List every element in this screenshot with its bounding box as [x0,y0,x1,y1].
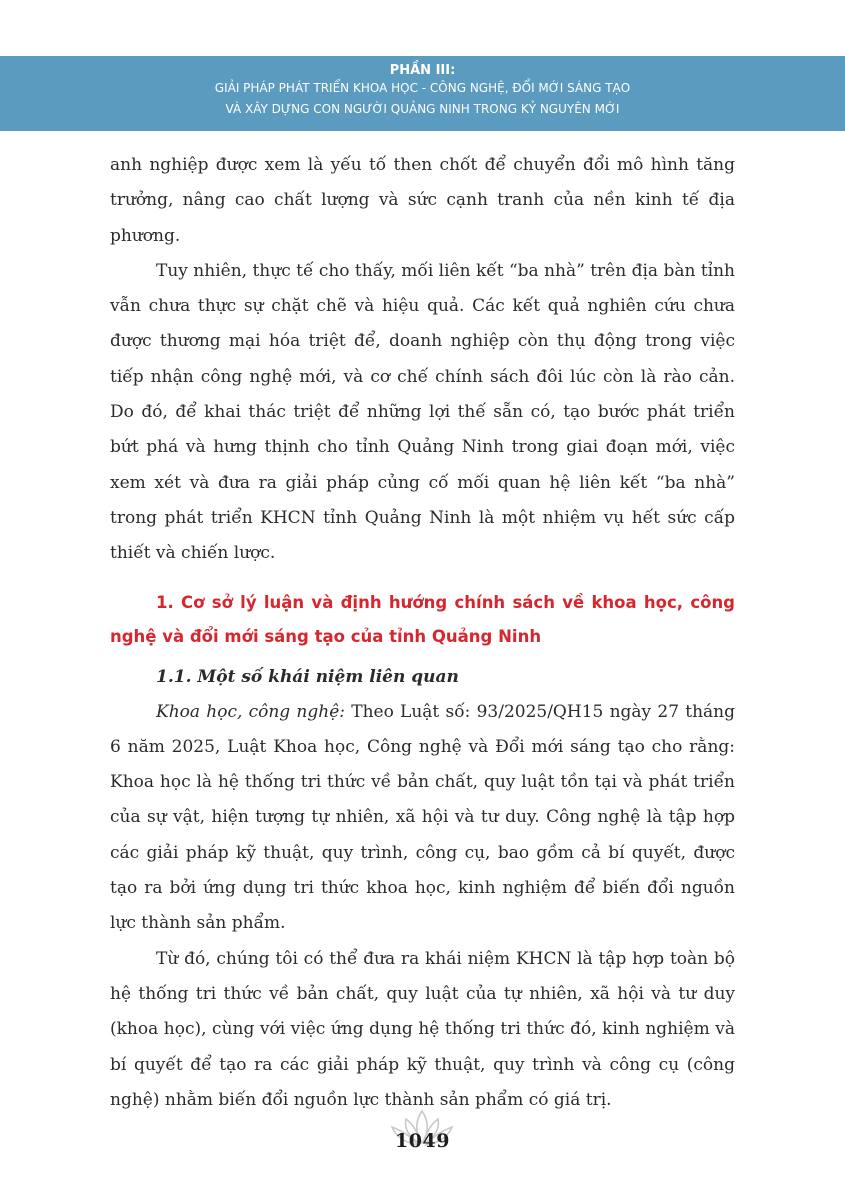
section-heading: 1. Cơ sở lý luận và định hướng chính sách về khoa học, công nghệ và đổi mới sáng tạo của tỉnh Quảng Ninh [110,592,735,646]
page-footer [0,1105,845,1165]
subsection-heading: 1.1. Một số khái niệm liên quan [156,666,459,687]
definition-term: Khoa học, công nghệ: [156,701,345,722]
part-subtitle-line-2: VÀ XÂY DỰNG CON NGƯỜI QUẢNG NINH TRONG KỶ NGUYÊN MỚI [225,102,620,116]
paragraph-three-house-linkage: Tuy nhiên, thực tế cho thấy, mối liên kết “ba nhà” trên địa bàn tỉnh vẫn chưa thực sự chặt chẽ và hiệu quả. Các kết quả nghiên cứu chưa được thương mại hóa triệt để, doanh nghiệp còn thụ động trong việc tiếp nhận công nghệ mới, và cơ chế chính sách đôi lúc còn là rào cản. Do đó, để khai thác triệt để những lợi thế sẵn có, tạo bước phát triển bứt phá và hưng thịnh cho tỉnh Quảng Ninh trong giai đoạn mới, việc xem xét và đưa ra giải pháp củng cố mối quan hệ liên kết “ba nhà” trong phát triển KHCN tỉnh Quảng Ninh là một nhiệm vụ hết sức cấp thiết và chiến lược. [110,260,735,564]
paragraph-continuation: anh nghiệp được xem là yếu tố then chốt để chuyển đổi mô hình tăng trưởng, nâng cao chất lượng và sức cạnh tranh của nền kinh tế địa phương. [110,155,735,246]
paragraph-khcn-concept: Từ đó, chúng tôi có thể đưa ra khái niệm KHCN là tập hợp toàn bộ hệ thống tri thức về bản chất, quy luật của tự nhiên, xã hội và tư duy (khoa học), cùng với việc ứng dụng hệ thống tri thức đó, kinh nghiệm và bí quyết để tạo ra các giải pháp kỹ thuật, quy trình và công cụ (công nghệ) nhằm biến đổi nguồn lực thành sản phẩm có giá trị. [110,948,735,1110]
part-header-banner [0,56,845,131]
definition-text: Theo Luật số: 93/2025/QH15 ngày 27 tháng 6 năm 2025, Luật Khoa học, Công nghệ và Đổi mới sáng tạo cho rằng: Khoa học là hệ thống tri thức về bản chất, quy luật tồn tại và phát triển của sự vật, hiện tượng tự nhiên, xã hội và tư duy. Công nghệ là tập hợp các giải pháp kỹ thuật, quy trình, công cụ, bao gồm cả bí quyết, được tạo ra bởi ứng dụng tri thức khoa học, kinh nghiệm để biến đổi nguồn lực thành sản phẩm. [110,701,735,934]
paragraph-definition [110,695,735,942]
page-body [110,148,735,1118]
part-title: PHẦN III: [389,63,456,78]
page-number: 1049 [395,1130,450,1152]
part-subtitle-line-1: GIẢI PHÁP PHÁT TRIỂN KHOA HỌC - CÔNG NGHỆ, ĐỔI MỚI SÁNG TẠO [214,81,631,95]
